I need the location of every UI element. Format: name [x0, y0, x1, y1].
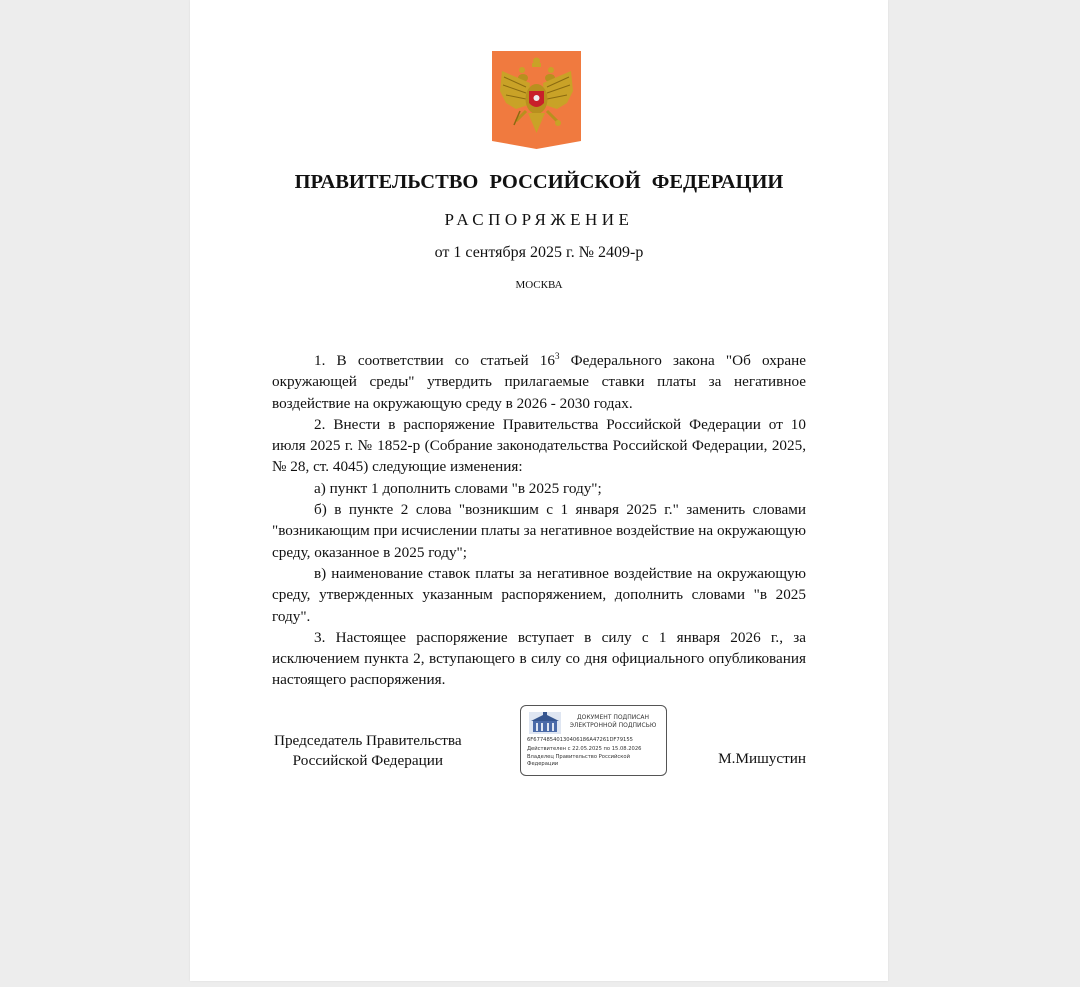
document-page [190, 0, 888, 981]
government-title: ПРАВИТЕЛЬСТВО РОССИЙСКОЙ ФЕДЕРАЦИИ [294, 171, 784, 193]
russian-coat-of-arms-icon [492, 51, 581, 149]
building-icon [529, 712, 561, 734]
city: МОСКВА [515, 279, 563, 291]
signatory-name: М.Мишустин [718, 750, 806, 767]
paragraph-3: 3. Настоящее распоряжение вступает в силу с 1 января 2026 г., за исключением пункта 2, вступающего в силу со дня официального опубликования настоящего распоряжения. [272, 628, 806, 689]
stamp-header: ДОКУМЕНТ ПОДПИСАН ЭЛЕКТРОННОЙ ПОДПИСЬЮ [569, 714, 657, 729]
paragraph-2c: в) наименование ставок платы за негативное воздействие на окружающую среду, утвержденных указанным распоряжением, дополнить словами "в 2025 году". [272, 564, 806, 625]
stamp-owner-line1: Владелец Правительство Российской [527, 754, 630, 760]
document-type: РАСПОРЯЖЕНИЕ [444, 210, 634, 229]
paragraph-2: 2. Внести в распоряжение Правительства Российской Федерации от 10 июля 2025 г. № 1852-р (Собрание законодательства Российской Федерации, 2025, № 28, ст. 4045) следующие изменения: [272, 415, 806, 476]
stamp-validity: Действителен с 22.05.2025 по 15.08.2026 [527, 746, 642, 752]
signatory-position-line2: Российской Федерации [292, 752, 443, 769]
stamp-certificate: 6F67748540130406186A47261DF79155 [527, 737, 633, 743]
paragraph-1: 1. В соответствии со статьей $16^3$ Федерального закона "Об охране окружающей среды" утвердить прилагаемые ставки платы за негативное воздействие на окружающую среду в 2026 - 2030 годах. [272, 351, 806, 412]
paragraph-2b: б) в пункте 2 слова "возникшим с 1 января 2025 г." заменить словами "возникающим при исчислении платы за негативное воздействие на окружающую среду, оказанное в 2025 году"; [272, 501, 806, 561]
document-date-number: от 1 сентября 2025 г. № 2409-р [434, 244, 644, 261]
signatory-position [274, 731, 462, 771]
stamp-owner-line2: Федерации [527, 761, 559, 767]
electronic-signature-stamp [520, 705, 667, 776]
paragraph-2a: а) пункт 1 дополнить словами "в 2025 году"; [314, 479, 602, 497]
signatory-position-line1: Председатель Правительства [274, 732, 462, 749]
document-body [272, 350, 806, 691]
